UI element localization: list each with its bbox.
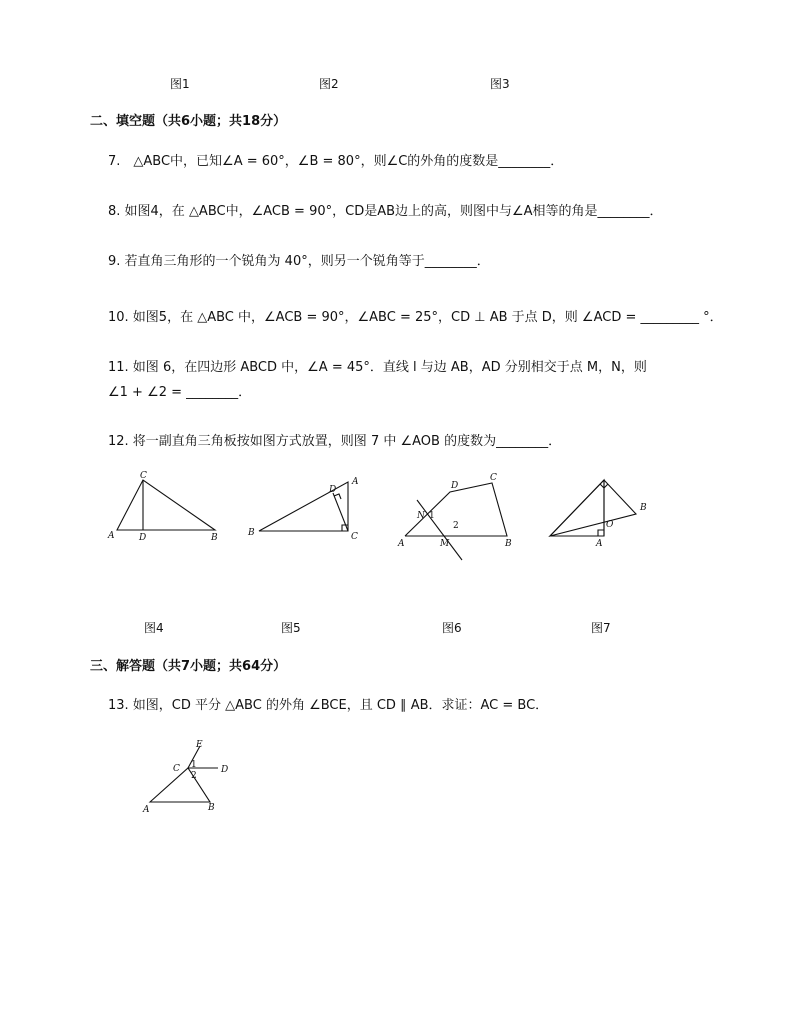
figure-7-diagram (540, 470, 660, 550)
fig13-label-b: B (208, 803, 215, 813)
fig6-label-n: N (417, 511, 425, 521)
fig5-label-c: C (351, 532, 358, 542)
fig7-label-o: O (606, 520, 614, 530)
fig5-label-b: B (248, 528, 255, 538)
question-8: 8. 如图4，在 △ABC中，∠ACB = 90°，CD是AB边上的高，则图中与∠A相等的角是________． (108, 204, 663, 219)
figure-caption-3: 图3 (490, 77, 510, 91)
fig13-label-d: D (221, 765, 229, 775)
question-11-line-1: 11. 如图 6，在四边形 ABCD 中，∠A = 45°．直线 l 与边 AB，AD 分别相交于点 M，N，则 (108, 360, 647, 375)
figure-caption-7: 图7 (591, 621, 611, 635)
figure-4-diagram (105, 470, 225, 545)
fig6-label-c: C (490, 473, 497, 483)
fig6-label-a: A (398, 539, 405, 549)
figure-caption-2: 图2 (319, 77, 339, 91)
fig6-label-2: 2 (453, 521, 459, 531)
section-title-solutions: 三、解答题（共7小题；共64分） (90, 659, 287, 674)
fig7-label-a: A (596, 539, 603, 549)
fig7-label-b: B (640, 503, 647, 513)
fig6-label-b: B (505, 539, 512, 549)
fig4-label-d: D (139, 533, 147, 543)
fig6-label-1: 1 (429, 511, 435, 521)
fig13-label-2: 2 (191, 771, 197, 781)
fig13-label-a: A (143, 805, 150, 815)
question-11-line-2: ∠1 + ∠2 = ________． (108, 385, 252, 400)
section-title-fill-in: 二、填空题（共6小题；共18分） (90, 114, 287, 129)
fig4-label-a: A (108, 531, 115, 541)
figure-caption-4: 图4 (144, 621, 164, 635)
question-12: 12. 将一副直角三角板按如图方式放置，则图 7 中 ∠AOB 的度数为________． (108, 434, 562, 449)
fig13-label-e: E (196, 740, 203, 750)
question-10: 10. 如图5，在 △ABC 中，∠ACB = 90°，∠ABC = 25°，CD ⊥ AB 于点 D，则 ∠ACD = _________ °． (108, 310, 723, 325)
fig13-label-1: 1 (191, 760, 197, 770)
fig4-label-b: B (211, 533, 218, 543)
figure-13-diagram (140, 738, 250, 818)
figure-caption-6: 图6 (442, 621, 462, 635)
figure-caption-5: 图5 (281, 621, 301, 635)
fig6-label-d: D (451, 481, 459, 491)
question-9: 9. 若直角三角形的一个锐角为 40°，则另一个锐角等于________． (108, 254, 490, 269)
fig5-label-d: D (329, 485, 337, 495)
figure-5-diagram (245, 470, 375, 545)
question-7: 7. △ABC中，已知∠A = 60°，∠B = 80°，则∠C的外角的度数是________． (108, 154, 564, 169)
question-13: 13. 如图，CD 平分 △ABC 的外角 ∠BCE，且 CD ∥ AB．求证：AC = BC． (108, 698, 549, 713)
fig13-label-c: C (173, 764, 180, 774)
figure-6-diagram (395, 470, 525, 565)
fig4-label-c: C (140, 471, 147, 481)
fig6-label-m: M (440, 539, 450, 549)
fig5-label-a: A (352, 477, 359, 487)
figure-caption-1: 图1 (170, 77, 190, 91)
